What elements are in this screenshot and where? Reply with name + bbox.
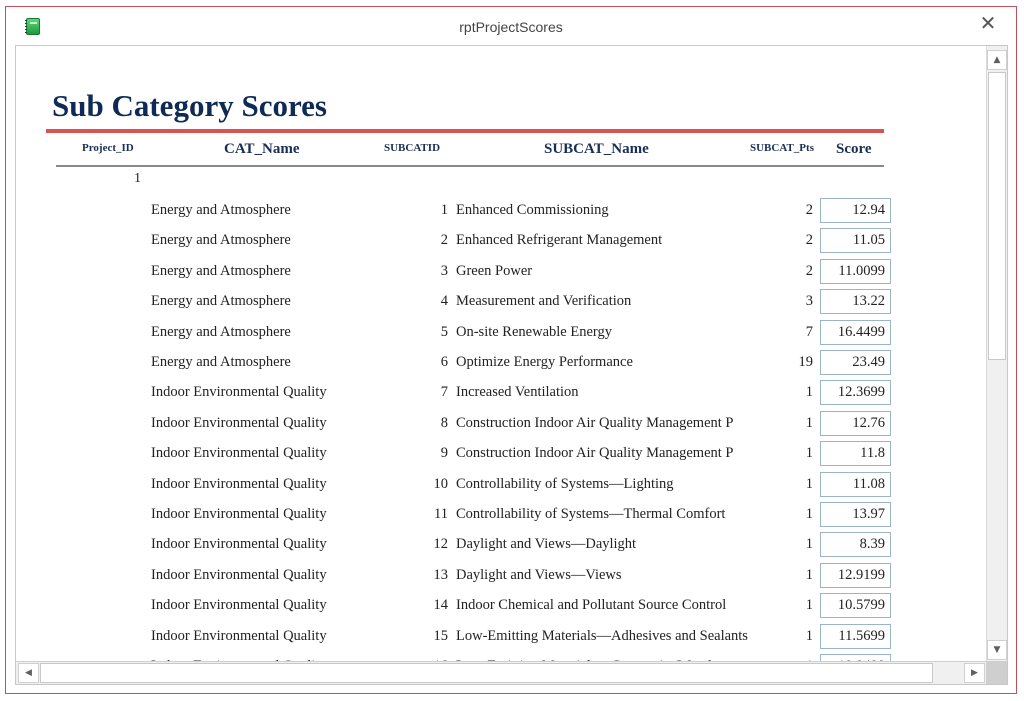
score-field[interactable]: 8.39 [820,532,891,557]
report-content [16,46,977,663]
close-button[interactable]: ✕ [979,11,997,35]
subcat-pts-cell: 2 [805,232,813,249]
subcat-name-cell: Indoor Chemical and Pollutant Source Control [456,597,727,614]
subcat-name-cell: Optimize Energy Performance [456,354,633,370]
report-window [5,6,1017,694]
header-score: Score [836,141,872,157]
score-field[interactable]: 11.05 [820,228,891,253]
header-subcatid: SUBCATID [384,142,441,154]
subcat-name-cell: Construction Indoor Air Quality Management P [456,414,734,431]
horizontal-scroll-thumb[interactable] [40,663,933,683]
table-row [16,563,916,589]
table-row [16,593,916,619]
score-field[interactable]: 23.49 [820,350,891,375]
header-divider [56,165,884,167]
cat-name-cell: Energy and Atmosphere [151,293,291,310]
cat-name-cell: Indoor Environmental Quality [151,475,327,492]
title-divider [46,129,884,133]
scrollbar-corner [986,661,1007,684]
scroll-up-button[interactable]: ▲ [987,50,1007,70]
header-project-id: Project_ID [82,142,134,154]
subcatid-cell: 8 [440,414,448,431]
table-row [16,289,916,315]
score-field[interactable]: 12.94 [820,198,891,223]
subcat-name-cell: Enhanced Refrigerant Management [456,232,663,249]
table-row [16,320,916,346]
score-field[interactable]: 11.08 [820,472,891,497]
header-subcat-name: SUBCAT_Name [544,141,649,157]
cat-name-cell: Indoor Environmental Quality [151,627,327,644]
scroll-down-button[interactable]: ▼ [987,640,1007,660]
cat-name-cell: Indoor Environmental Quality [151,414,327,431]
subcat-pts-cell: 1 [805,536,813,553]
table-row [16,380,916,406]
score-field[interactable]: 12.3699 [820,380,891,405]
cat-name-cell: Indoor Environmental Quality [151,506,327,522]
subcatid-cell: 5 [440,323,448,340]
score-field[interactable]: 11.8 [820,441,891,466]
table-row [16,228,916,254]
window-title: rptProjectScores [459,19,563,35]
cat-name-cell: Energy and Atmosphere [151,323,291,340]
subcat-name-cell: Low-Emitting Materials—Adhesives and Sealants [456,627,748,644]
report-viewport [15,45,1008,685]
table-row [16,411,916,437]
vertical-scrollbar[interactable] [986,46,1007,663]
subcat-pts-cell: 1 [805,566,813,583]
subcat-name-cell: Measurement and Verification [456,293,632,310]
subcatid-cell: 12 [433,536,448,553]
title-bar [6,7,1016,45]
score-field[interactable]: 11.5699 [820,624,891,649]
subcat-pts-cell: 2 [805,202,813,218]
subcatid-cell: 6 [440,354,448,370]
horizontal-scrollbar[interactable] [16,661,987,684]
table-row [16,350,916,376]
subcat-name-cell: Controllability of Systems—Thermal Comfort [456,506,726,522]
subcatid-cell: 4 [440,293,448,310]
table-row [16,502,916,528]
cat-name-cell: Indoor Environmental Quality [151,566,327,583]
subcatid-cell: 15 [433,627,448,644]
subcat-pts-cell: 1 [805,384,813,401]
subcat-pts-cell: 7 [805,323,813,340]
score-field[interactable]: 12.9199 [820,563,891,588]
subcatid-cell: 10 [433,475,448,492]
subcatid-cell: 2 [440,232,448,249]
cat-name-cell: Energy and Atmosphere [151,232,291,249]
cat-name-cell: Indoor Environmental Quality [151,597,327,614]
subcat-pts-cell: 1 [805,506,813,522]
subcatid-cell: 3 [440,262,448,279]
score-field[interactable]: 11.0099 [820,259,891,284]
subcat-name-cell: Controllability of Systems—Lighting [456,475,674,492]
subcatid-cell: 13 [433,566,448,583]
subcatid-cell: 14 [433,597,448,614]
score-field[interactable]: 10.5799 [820,593,891,618]
table-row [16,198,916,224]
subcat-name-cell: Enhanced Commissioning [456,202,609,218]
cat-name-cell: Energy and Atmosphere [151,354,291,370]
subcat-name-cell: Daylight and Views—Views [456,566,622,583]
subcat-name-cell: On-site Renewable Energy [456,323,612,340]
cat-name-cell: Energy and Atmosphere [151,262,291,279]
subcat-name-cell: Daylight and Views—Daylight [456,536,637,553]
subcat-pts-cell: 1 [805,414,813,431]
cat-name-cell: Indoor Environmental Quality [151,384,327,401]
subcat-pts-cell: 1 [805,445,813,462]
subcatid-cell: 9 [440,445,448,462]
table-row [16,472,916,498]
score-field[interactable]: 13.97 [820,502,891,527]
table-row [16,624,916,650]
report-title: Sub Category Scores [52,88,327,123]
header-cat-name: CAT_Name [224,141,300,157]
cat-name-cell: Indoor Environmental Quality [151,536,327,553]
subcat-name-cell: Construction Indoor Air Quality Management P [456,445,734,462]
scroll-left-button[interactable]: ◀ [18,663,39,683]
project-id-value: 1 [134,171,141,186]
subcatid-cell: 7 [440,384,448,401]
vertical-scroll-thumb[interactable] [988,72,1006,360]
header-subcat-pts: SUBCAT_Pts [750,142,814,154]
subcat-pts-cell: 1 [805,627,813,644]
cat-name-cell: Energy and Atmosphere [151,202,291,218]
subcatid-cell: 1 [440,202,448,218]
subcat-name-cell: Green Power [456,262,533,279]
score-field[interactable]: 13.22 [820,289,891,314]
subcat-pts-cell: 2 [805,262,813,279]
subcat-pts-cell: 1 [805,475,813,492]
scroll-right-button[interactable]: ▶ [964,663,985,683]
subcat-pts-cell: 3 [805,293,813,310]
score-field[interactable]: 16.4499 [820,320,891,345]
table-row [16,441,916,467]
subcatid-cell: 11 [434,506,448,522]
subcat-pts-cell: 1 [805,597,813,614]
table-row [16,259,916,285]
score-field[interactable]: 12.76 [820,411,891,436]
table-row [16,532,916,558]
subcat-name-cell: Increased Ventilation [456,384,579,401]
cat-name-cell: Indoor Environmental Quality [151,445,327,462]
subcat-pts-cell: 19 [798,354,813,370]
